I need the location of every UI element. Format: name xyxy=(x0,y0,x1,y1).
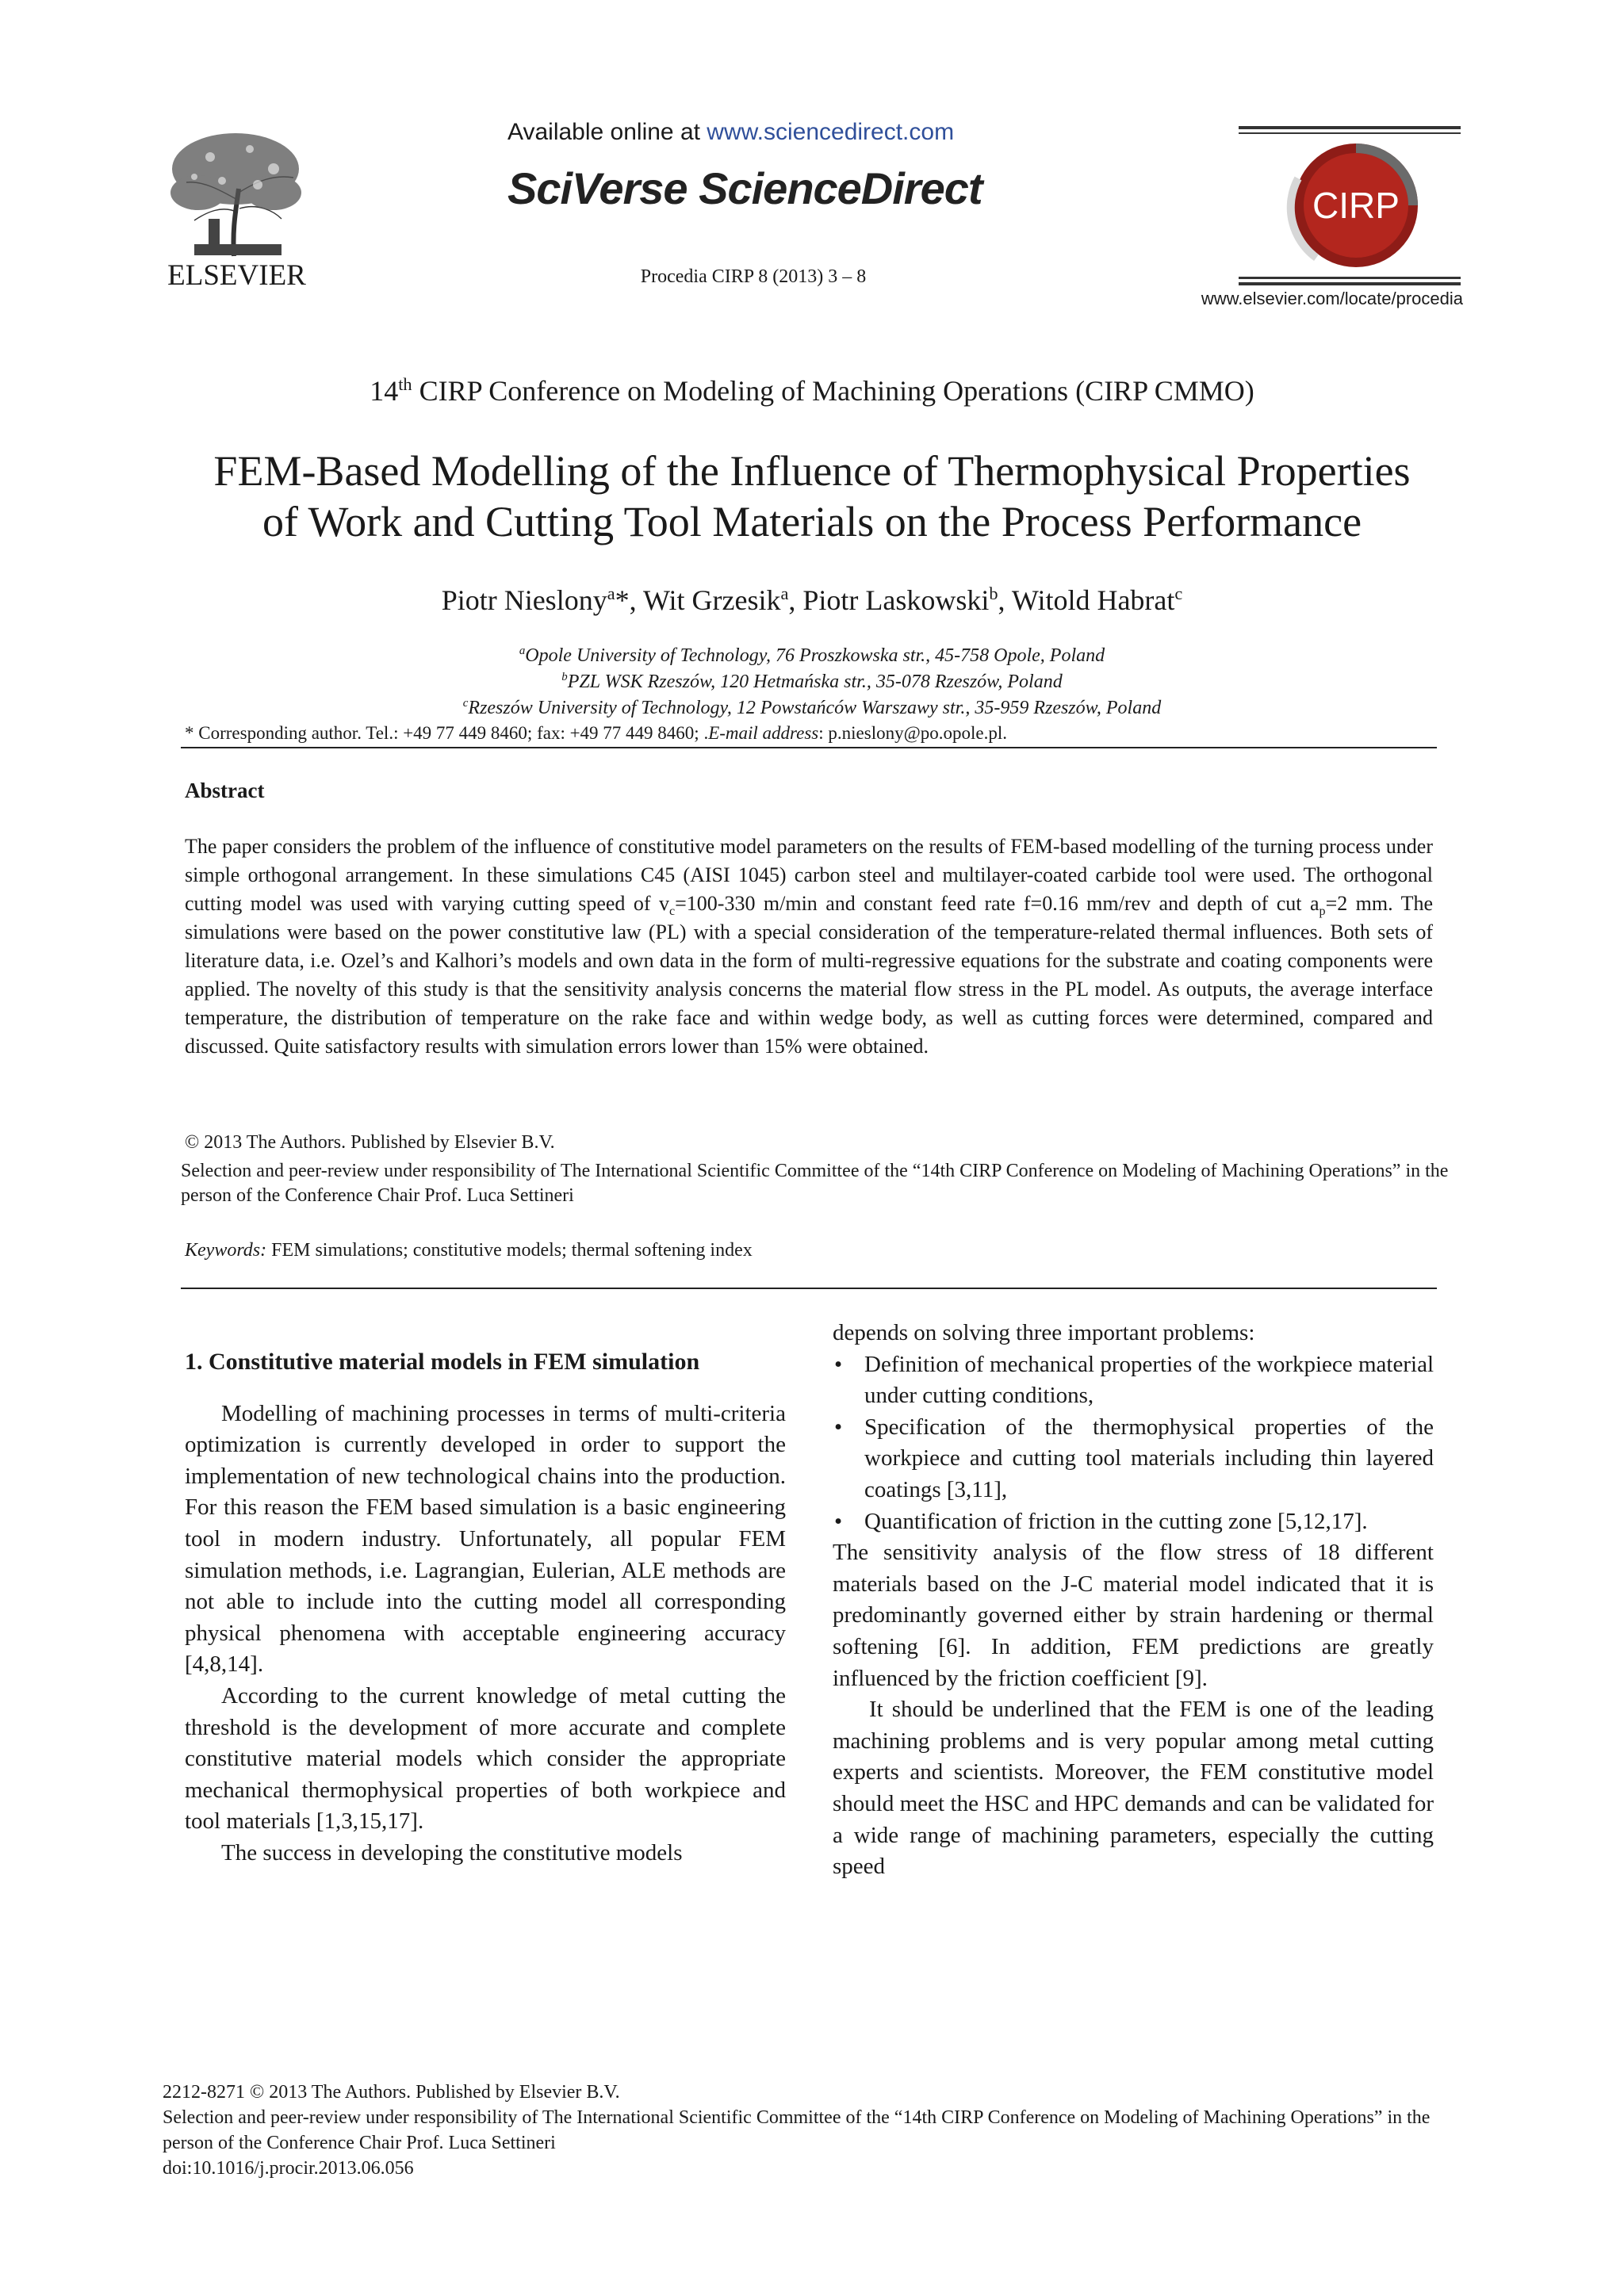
journal-homepage-link[interactable]: www.elsevier.com/locate/procedia xyxy=(1201,289,1463,308)
conference-ordinal-suffix: th xyxy=(398,374,412,394)
elsevier-wordmark: ELSEVIER xyxy=(167,259,306,292)
author-name: Piotr Nieslony xyxy=(441,584,607,616)
abstract-part-1: The paper considers the problem of the influence of constitutive model parameters on the results of FEM-based modelling of the turning process under simple orthogonal arrangement. In these simulations C45 (AISI 1045) carbon steel and multilayer-coated carbide tool were used. The orthogonal cutting model was used with varying cutting speed of v xyxy=(185,835,1433,915)
affiliation-text: PZL WSK Rzeszów, 120 Hetmańska str., 35-078 Rzeszów, Poland xyxy=(567,672,1063,692)
peer-review-note: Selection and peer-review under responsibility of The International Scientific Committee of the “14th CIRP Conference on Modeling of Machining Operations” in the person of the Conference Chair Prof. Luca Settineri xyxy=(181,1161,1449,1206)
corresponding-mark: * xyxy=(615,584,630,616)
author-name: Witold Habrat xyxy=(1011,584,1175,616)
paper-title-line-2: of Work and Cutting Tool Materials on the Process Performance xyxy=(262,498,1362,545)
section-heading: 1. Constitutive material models in FEM simulation xyxy=(185,1349,700,1375)
author-separator: , xyxy=(788,584,803,616)
conference-title: CIRP Conference on Modeling of Machining Operations (CIRP CMMO) xyxy=(412,375,1254,407)
paragraph: The sensitivity analysis of the flow stress of 18 different materials based on the J-C material model indicated that it is predominantly governed either by strain hardening or thermal softening [6]. In addition, FEM predictions are greatly influenced by the friction coefficient [9]. xyxy=(833,1540,1434,1691)
list-item-text: Quantification of friction in the cutting zone [5,12,17]. xyxy=(864,1508,1368,1534)
paragraph: Modelling of machining processes in terms of multi-criteria optimization is currently developed in order to support the implementation of new technological chains into the production. For this reason the FEM based simulation is a basic engineering tool in modern industry. Unfortunately, all popular FEM simulation methods, i.e. Lagrangian, Eulerian, ALE methods are not able to include into the cutting model all corresponding physical phenomena with acceptable engineering accuracy [4,8,14]. xyxy=(185,1400,786,1678)
affiliation-mark: c xyxy=(462,697,469,710)
affiliation-text: Opole University of Technology, 76 Proszkowska str., 45-758 Opole, Poland xyxy=(525,645,1105,666)
author-name: Wit Grzesik xyxy=(642,584,781,616)
keywords-label: Keywords: xyxy=(185,1240,267,1261)
affiliation-mark: a xyxy=(519,645,526,657)
bullet-icon: • xyxy=(834,1351,843,1377)
corresponding-author-note xyxy=(185,723,1007,744)
available-online-line xyxy=(508,119,999,146)
conference-name xyxy=(0,374,1624,408)
email-address[interactable]: : p.nieslony@po.opole.pl. xyxy=(818,723,1008,743)
affiliation-a xyxy=(0,645,1624,667)
author-affil-mark: c xyxy=(1174,584,1183,603)
author-name: Piotr Laskowski xyxy=(802,584,990,616)
keywords-text: FEM simulations; constitutive models; thermal softening index xyxy=(266,1240,753,1261)
available-prefix: Available online at xyxy=(508,119,707,145)
doi-link[interactable]: doi:10.1016/j.procir.2013.06.056 xyxy=(163,2158,414,2179)
abstract-part-2: =100-330 m/min and constant feed rate f=0.16 mm/rev and depth of cut a xyxy=(675,892,1320,915)
list-item xyxy=(833,1349,1434,1412)
cirp-logo-text: CIRP xyxy=(1312,185,1400,226)
paragraph: The success in developing the constitutive models xyxy=(221,1839,683,1866)
copyright-line: © 2013 The Authors. Published by Elsevier B.V. xyxy=(185,1132,555,1153)
conference-ordinal: 14 xyxy=(370,375,399,407)
paragraph: According to the current knowledge of metal cutting the threshold is the development of more accurate and complete constitutive material models which consider the appropriate mechanical thermophysical properties of both workpiece and tool materials [1,3,15,17]. xyxy=(185,1682,786,1835)
abstract-part-3: =2 mm. The simulations were based on the power constitutive law (PL) with a special consideration of the temperature-related thermal influences. Both sets of literature data, i.e. Ozel’s and Kalhori’s models and own data in the form of multi-regressive equations for the substrate and coating components were applied. The novelty of this study is that the sensitivity analysis concerns the material flow stress in the PL model. As outputs, the average interface temperature, the distribution of temperature on the rake face and within wedge body, as well as cutting forces were determined, compared and discussed. Quite satisfactory results with simulation errors lower than 15% were obtained. xyxy=(185,892,1434,1058)
list-item xyxy=(833,1412,1434,1506)
paragraph: depends on solving three important problems: xyxy=(833,1320,1255,1345)
affiliation-mark: b xyxy=(561,671,568,683)
author-affil-mark: a xyxy=(607,584,615,603)
cirp-logo xyxy=(1239,123,1461,289)
issn-line: 2212-8271 © 2013 The Authors. Published by Elsevier B.V. xyxy=(163,2082,620,2103)
abstract-heading: Abstract xyxy=(185,779,265,802)
bullet-icon: • xyxy=(834,1508,843,1534)
journal-reference: Procedia CIRP 8 (2013) 3 – 8 xyxy=(640,266,867,287)
author-separator: , xyxy=(629,584,643,616)
bullet-list xyxy=(833,1349,1434,1538)
sciverse-brand: SciVerse ScienceDirect xyxy=(508,163,982,213)
list-item-text: Specification of the thermophysical properties of the workpiece and cutting tool materials including thin layered coatings [3,11], xyxy=(864,1414,1434,1502)
keywords-line xyxy=(185,1240,753,1261)
page-footer xyxy=(163,2080,1463,2181)
author-affil-mark: a xyxy=(780,584,789,603)
footer-peer-review: Selection and peer-review under responsibility of The International Scientific Committee of the “14th CIRP Conference on Modeling of Machining Operations” in the person of the Conference Chair Prof. Luca Settineri xyxy=(163,2107,1431,2153)
bullet-icon: • xyxy=(834,1414,843,1440)
email-label: E-mail address xyxy=(708,723,819,743)
affiliation-text: Rzeszów University of Technology, 12 Powstańców Warszawy str., 35-959 Rzeszów, Poland xyxy=(468,698,1162,718)
author-affil-mark: b xyxy=(989,584,998,603)
list-item xyxy=(833,1506,1434,1538)
rule-top xyxy=(181,747,1437,748)
author-separator: , xyxy=(998,584,1012,616)
right-column xyxy=(833,1318,1434,1883)
abstract-subscript: c xyxy=(668,905,676,919)
affiliation-b xyxy=(0,672,1624,693)
paper-title-line-1: FEM-Based Modelling of the Influence of Thermophysical Properties xyxy=(213,447,1411,495)
list-item-text: Definition of mechanical properties of the workpiece material under cutting conditions, xyxy=(864,1351,1434,1409)
paper-title xyxy=(95,446,1529,547)
left-column xyxy=(185,1318,786,1869)
author-list xyxy=(0,584,1624,617)
rule-bottom xyxy=(181,1288,1437,1289)
abstract-text xyxy=(185,832,1433,1061)
affiliation-c xyxy=(0,698,1624,719)
paragraph: It should be underlined that the FEM is one of the leading machining problems and is very popular among metal cutting experts and scientists. Moreover, the FEM constitutive model should meet the HSC and HPC demands and can be validated for a wide range of machining parameters, especially the cutting speed xyxy=(833,1697,1434,1880)
sciencedirect-link[interactable]: www.sciencedirect.com xyxy=(707,119,955,145)
abstract-subscript: p xyxy=(1319,905,1326,919)
corresponding-contact: * Corresponding author. Tel.: +49 77 449 8460; fax: +49 77 449 8460; . xyxy=(185,723,709,743)
